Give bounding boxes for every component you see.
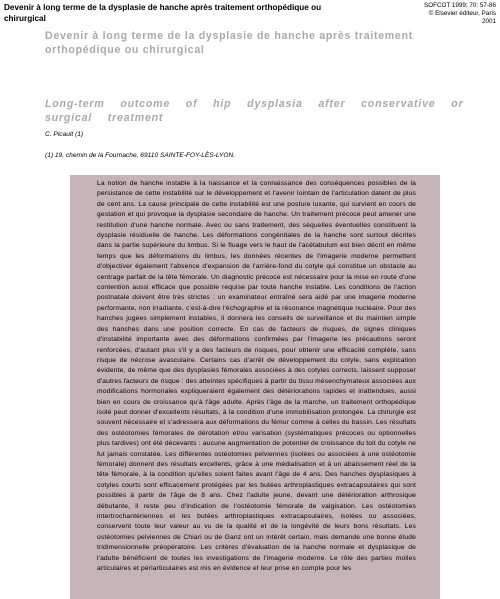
- publication-year: 2001: [481, 18, 496, 25]
- running-title: Devenir à long terme de la dysplasie de hanche après traitement orthopédique ou chirurgical: [4, 3, 322, 23]
- author-line: C. Picault (1): [45, 131, 84, 138]
- abstract-text: La notion de hanche instable à la naissance et la connaissance des conséquences possibles de la persistance de cette instabilité sur le développement et l'avenir lointain de l'articulation datent de plus de cent ans. La cause principale de cette instabilité est une posture luxante, qui survient en cours de gestation et qui provoque la dysplasie secondaire de hanche. Un traitement précoce peut amener une restitution d'une hanche normale. Avec ou sans traitement, des séquelles éventuelles constituent la dysplasie résiduelle de hanche. Les déformations congénitales de la hanche sont surtout décrites dans la partie supérieure du limbus. Si le fluage vers le haut de l'acétabulum est bien décrit en même temps que les déformations du limbus, les données récentes de l'imagerie moderne permettent d'objectiver également l'absence d'expansion de l'arrière-fond du cotyle qui constitue un obstacle au centrage parfait de la tête fémorale. Un diagnostic précoce est nécessaire pour la mise en route d'une contention aussi efficace que possible requise par toute hanche instable. Les conditions de l'action postnatale doivent être très strictes : un examinateur entraîné sera aidé par une imagerie moderne performante, non irradiante, c'est-à-dire l'échographie et la résonance magnétique nucléaire. Pour des hanches jugées simplement instables, il donnera les conseils de surveillance et du maintien simple des hanches dans une position correcte. En cas de facteurs de risques, de signes cliniques d'instabilité importante avec des déformations confirmées par l'imagerie les précautions seront renforcées, d'autant plus s'il y a des facteurs de risques, pour obtenir une efficacité complète, sans risque de nécrose avasculaire. Certains cas d'arrêt de développement du cotyle, sans explication évidente, de même que des dysplasies fémorales associées à des cotyles corrects, laissent supposer d'autres facteurs de risque : des atteintes spécifiques à partir du tissu mésenchymateux associées aux modifications hormonales expliqueraient également des détériorations rapides et inattendues, aussi bien en cours de croissance qu'à l'âge adulte. Après l'âge de la marche, un traitement orthopédique isolé peut donner d'excellents résultats, à la condition d'une immobilisation prolongée. La chirurgie est souvent nécessaire et s'adressera aux déformations du fémur comme à celles du bassin. Les résultats des ostéotomies fémorales de dérotation et/ou varisation (systématiques précoces ou optionnelles plus tardives) ont été décevants : aucune augmentation de potentiel de croissance du toit du cotyle ne fut jamais constatée. Les différentes ostéotomies pelviennes (isolées ou associées à une ostéotomie fémorale) donnent des résultats excellents, grâce à une médialisation et à un abaissement réel de la tête fémorale, à la condition qu'elles soient faites avant l'âge de 4 ans. Des hanches dysplasiques à cotyles courts sont efficacement protégées par les butées arthroplastiques extracapsulaires qui sont possibles à partir de l'âge de 8 ans. Chez l'adulte jeune, devant une détérioration arthrosique débutante, il reste peu d'indication de l'ostéotomie fémorale de valgisation. Les ostéotomies intertrochantériennes et les butées arthroplastiques extracapsulaires, isolées ou associées, conservent toute leur valeur au vu de la qualité et de la longévité de leurs bons résultats. Les ostéotomies pelviennes de Chiari ou de Ganz ont un intérêt certain, mais demande une bonne étude tridimensionnelle préopératoire. Les critères d'évaluation de la hanche normale et dysplasique de l'adulte bénéficient de toutes les investigations de l'imagerie moderne. Le rôle des parties molles articulaires et périarticulaires est mis en évidence et leur prise en compte pour les: [97, 180, 416, 573]
- journal-reference: SOFCOT 1999; 70: 57-86: [424, 2, 496, 9]
- author-address: (1) 19, chemin de la Fournache, 69110 SAINTE-FOY-LÈS-LYON.: [45, 152, 236, 159]
- abstract-box: [70, 175, 440, 599]
- publisher-copyright: © Elsevier éditeur, Paris: [428, 10, 496, 17]
- article-title-english: Long-term outcome of hip dysplasia after conservative or surgical treatment: [45, 98, 464, 124]
- publication-info: [356, 2, 496, 26]
- article-title-french: Devenir à long terme de la dysplasie de hanche après traitement orthopédique ou chirurgical: [45, 30, 413, 56]
